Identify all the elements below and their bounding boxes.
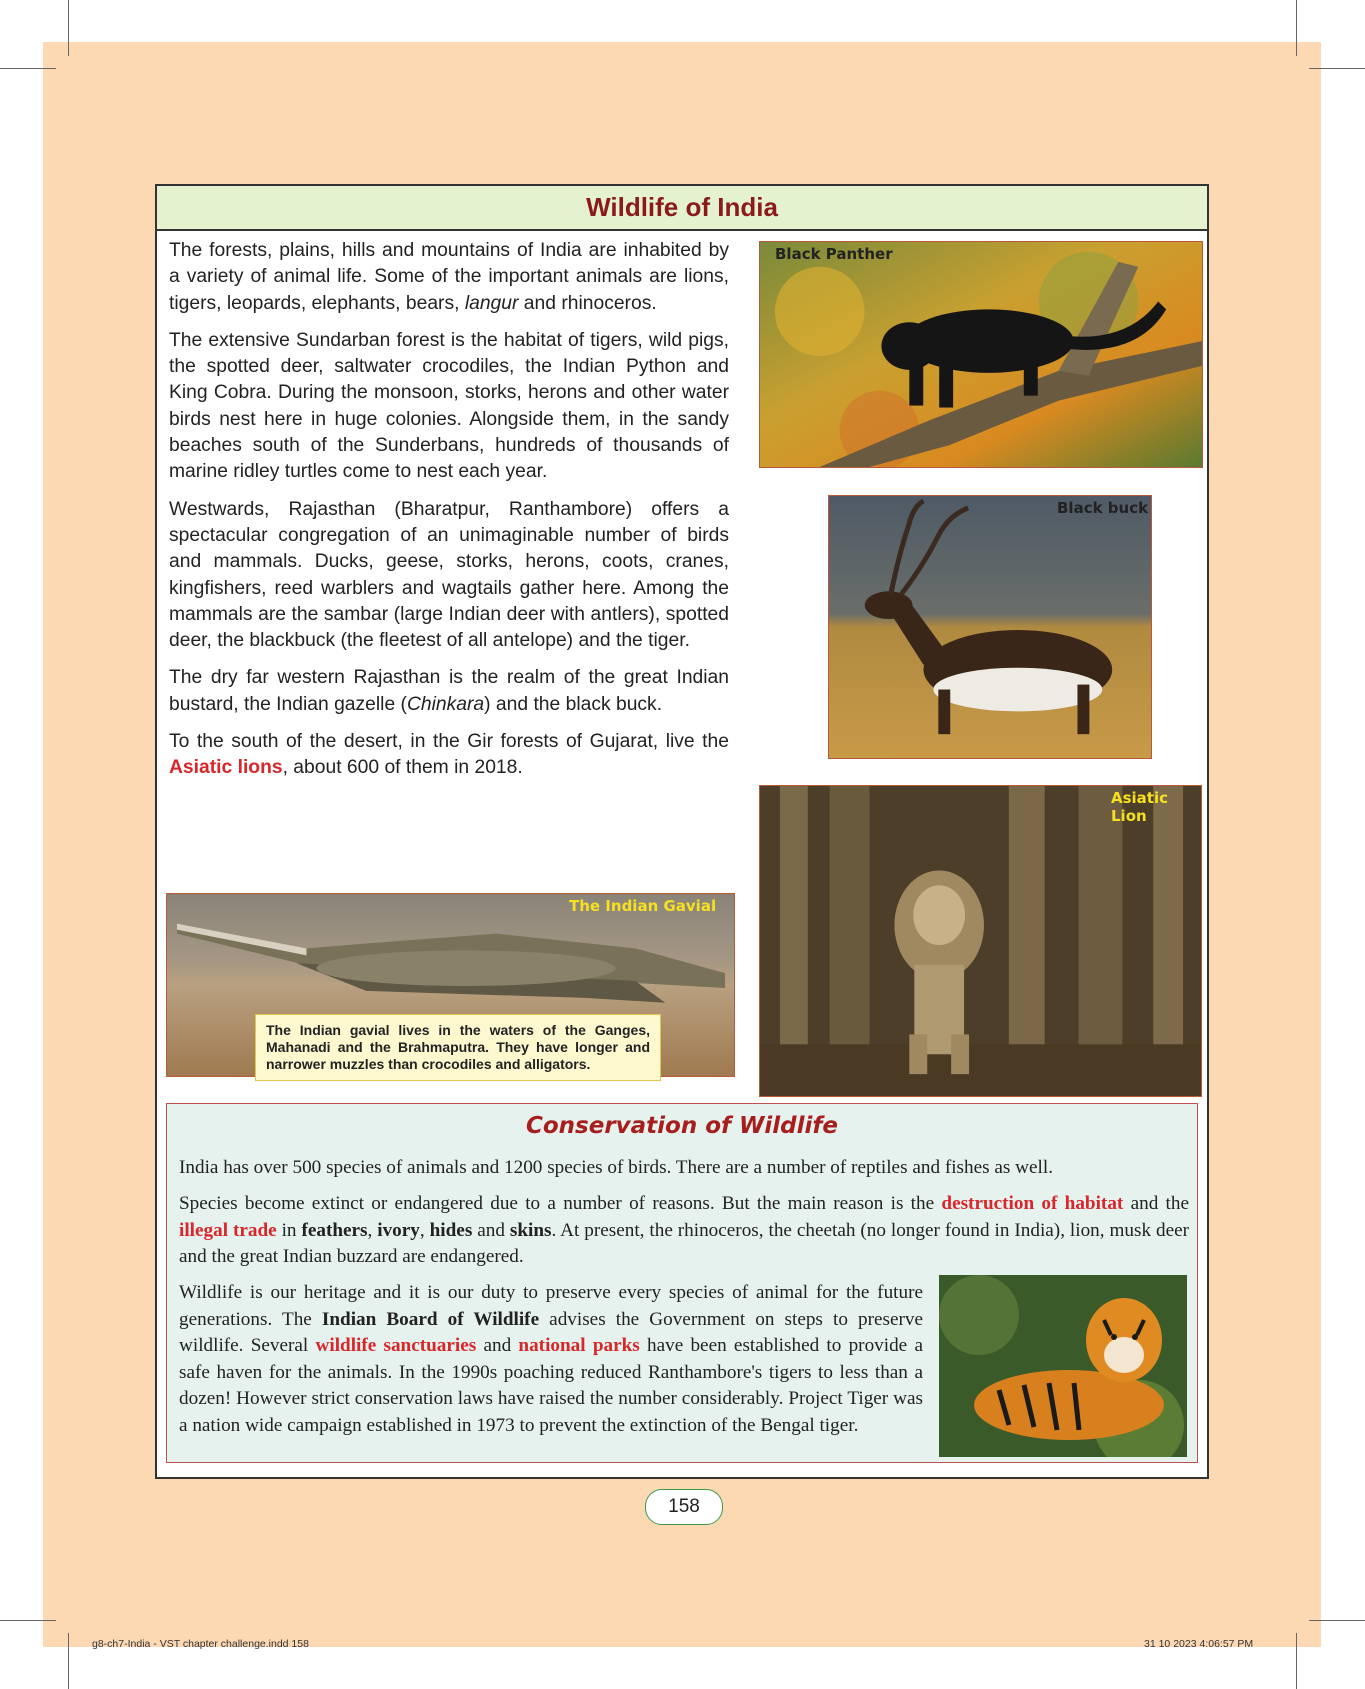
- text-run: ,: [367, 1219, 378, 1241]
- text-run: . At present, the rhinoceros, the cheetah (no longer found in India), lion, musk deer and the great Indian buzzard are endangered.: [179, 1219, 1190, 1267]
- crop-mark: [68, 1633, 69, 1689]
- text-run: and: [476, 1335, 519, 1356]
- bold-term: ivory: [377, 1219, 420, 1241]
- slug-file-info: g8-ch7-India - VST chapter challenge.indd 158: [92, 1638, 309, 1650]
- caption-black-panther: Black Panther: [775, 245, 893, 263]
- text-run: in: [276, 1219, 302, 1241]
- bold-term: hides: [429, 1219, 473, 1241]
- text-run: advises the Government on steps to preserve wildlife. Several: [179, 1308, 923, 1356]
- text-run: and rhinoceros.: [518, 292, 657, 314]
- bengal-tiger-photo: [939, 1275, 1187, 1457]
- conservation-paragraph-species: India has over 500 species of animals and 1200 species of birds. There are a number of reptiles and fishes as well.: [179, 1157, 1054, 1178]
- italic-term: Chinkara: [406, 693, 485, 715]
- black-panther-photo: [759, 241, 1203, 468]
- crop-mark: [1309, 1620, 1365, 1621]
- text-run: and: [472, 1219, 510, 1241]
- caption-black-buck: Black buck: [1057, 499, 1149, 517]
- paragraph-intro: [169, 238, 729, 317]
- page-title: Wildlife of India: [586, 192, 778, 222]
- highlight-term: national parks: [518, 1335, 640, 1356]
- crop-mark: [0, 68, 56, 69]
- bold-term: skins: [509, 1219, 552, 1241]
- conservation-paragraph-heritage: [179, 1280, 923, 1439]
- black-buck-photo: [828, 495, 1152, 759]
- paragraph-rajasthan: Westwards, Rajasthan (Bharatpur, Ranthambore) offers a spectacular congregation of an unimaginable number of birds and mammals. Ducks, geese, storks, herons, coots, cranes, kingfishers, reed warblers and wagtails gather here. Among the mammals are the sambar (large Indian deer with antlers), spotted deer, the blackbuck (the fleetest of all antelope) and the tiger.: [169, 498, 729, 652]
- slug-timestamp: 31 10 2023 4:06:57 PM: [1144, 1638, 1254, 1650]
- text-run: The dry far western Rajasthan is the realm of the great Indian bustard, the Indian gazelle (: [169, 667, 729, 715]
- bold-term: Indian Board of Wildlife: [321, 1308, 540, 1330]
- asiatic-lion-photo: [759, 785, 1202, 1097]
- text-run: have been established to provide a safe haven for the animals. In the 1990s poaching reduced Ranthambore's tigers to less than a dozen! However strict conservation laws have raised the number considerably. Project Tiger was a nation wide campaign established in 1973 to prevent the extinction of the Bengal tiger.: [179, 1335, 923, 1436]
- conservation-heading: Conservation of Wildlife: [525, 1113, 839, 1139]
- text-run: Wildlife is our heritage and it is our duty to preserve every species of animal for the future generations. The: [179, 1282, 923, 1330]
- crop-mark: [1296, 0, 1297, 56]
- text-run: ,: [419, 1219, 430, 1241]
- highlight-term: illegal trade: [179, 1219, 277, 1241]
- text-run: and the: [1123, 1193, 1189, 1214]
- page-number: 158: [645, 1489, 723, 1525]
- crop-mark: [1309, 68, 1365, 69]
- crop-mark: [1296, 1633, 1297, 1689]
- paragraph-sundarban: The extensive Sundarban forest is the habitat of tigers, wild pigs, the spotted deer, saltwater crocodiles, the Indian Python and King Cobra. During the monsoon, storks, herons and other water birds nest here in huge colonies. Alongside them, in the sandy beaches south of the Sunderbans, hundreds of thousands of marine ridley turtles come to nest each year.: [169, 329, 729, 483]
- content-frame: [155, 184, 1209, 1479]
- highlight-term: wildlife sanctuaries: [315, 1335, 477, 1356]
- bold-term: feathers: [301, 1219, 368, 1241]
- text-run: Species become extinct or endangered due to a number of reasons. But the main reason is the: [179, 1193, 942, 1214]
- crop-mark: [0, 1620, 56, 1621]
- title-bar: [157, 186, 1207, 231]
- text-run: ) and the black buck.: [484, 693, 663, 715]
- crop-mark: [68, 0, 69, 56]
- gavial-note: The Indian gavial lives in the waters of the Ganges, Mahanadi and the Brahmaputra. They have longer and narrower muzzles than crocodiles and alligators.: [255, 1014, 661, 1081]
- main-text-column: [169, 238, 729, 793]
- italic-term: langur: [464, 292, 519, 314]
- caption-indian-gavial: The Indian Gavial: [569, 897, 717, 915]
- highlight-term: Asiatic lions: [169, 757, 283, 779]
- conservation-box: [166, 1103, 1198, 1463]
- text-run: The forests, plains, hills and mountains of India are inhabited by a variety of animal life. Some of the important animals are lions, tigers, leopards, elephants, bears,: [169, 240, 729, 314]
- highlight-term: destruction of habitat: [941, 1193, 1124, 1214]
- text-run: , about 600 of them in 2018.: [282, 757, 523, 779]
- paragraph-gir: [169, 729, 729, 782]
- paragraph-western-rajasthan: [169, 665, 729, 718]
- text-run: To the south of the desert, in the Gir forests of Gujarat, live the: [169, 731, 729, 753]
- conservation-paragraph-reasons: [179, 1191, 1189, 1271]
- caption-asiatic-lion: Asiatic Lion: [1111, 789, 1169, 825]
